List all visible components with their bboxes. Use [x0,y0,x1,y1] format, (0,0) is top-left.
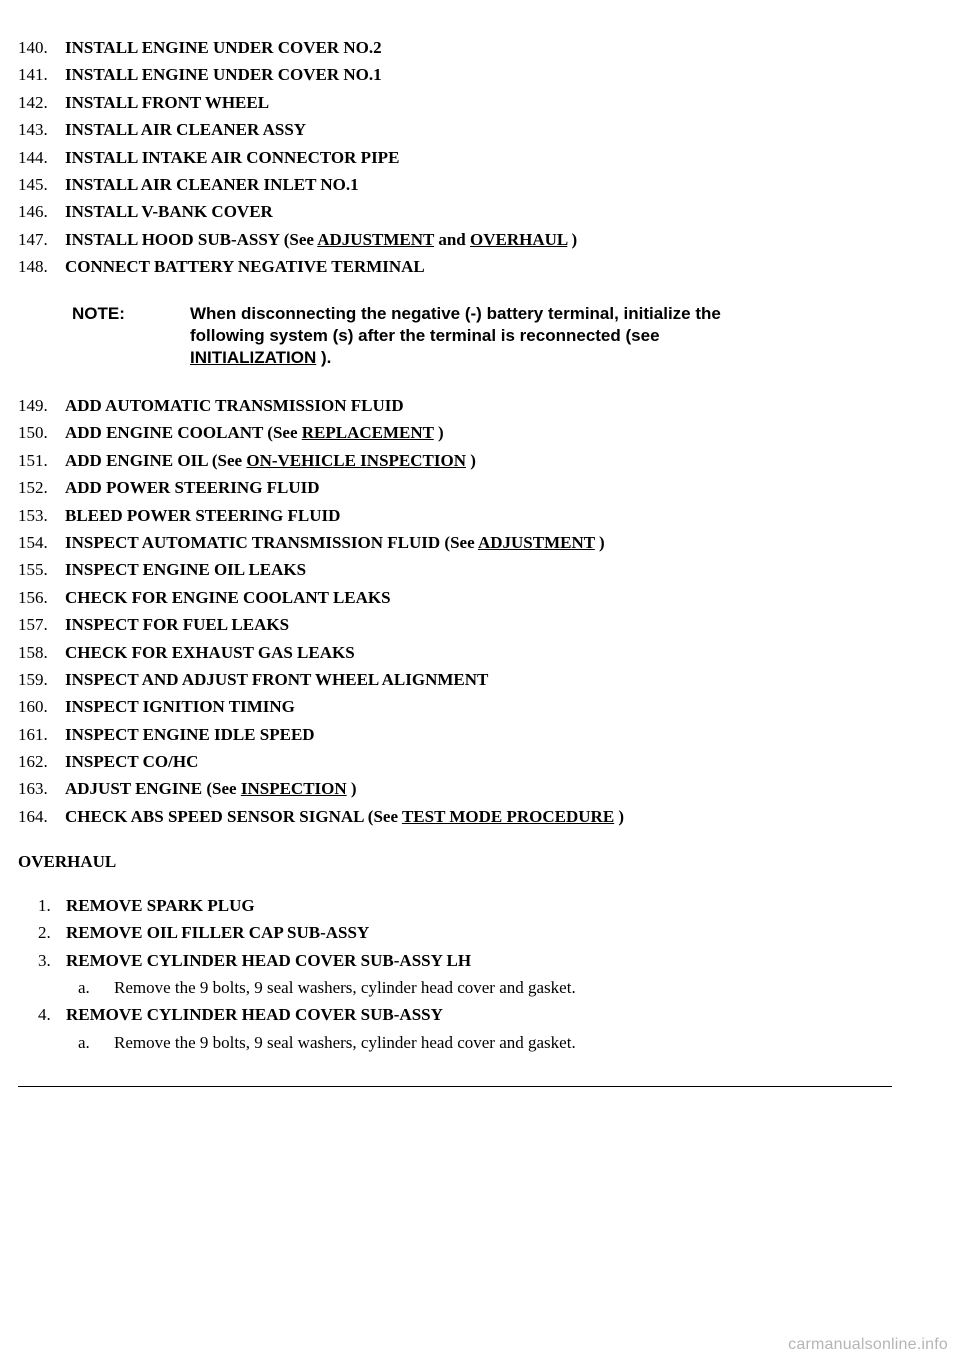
step-159 [18,666,918,693]
step-number: 148. [18,257,48,277]
note-line [190,347,830,369]
step-number: 157. [18,615,48,635]
step-text: INSTALL HOOD SUB-ASSY (See [65,229,318,249]
step-155 [18,556,918,583]
step-number: 153. [18,505,48,525]
procedure-steps-part2 [18,392,918,830]
step-number: 163. [18,779,48,799]
note-tail: ). [316,348,332,367]
note-label: NOTE: [72,304,125,323]
step-text: REMOVE CYLINDER HEAD COVER SUB-ASSY LH [66,950,472,970]
step-number: 156. [18,587,48,607]
step-144 [18,144,918,171]
step-number: 143. [18,120,48,140]
step-154 [18,529,918,556]
step-157 [18,611,918,638]
initialization-link[interactable]: INITIALIZATION [190,348,317,367]
adjustment-link[interactable]: ADJUSTMENT [477,532,595,552]
step-153 [18,502,918,529]
step-number: 161. [18,724,48,744]
step-text: ) [594,532,605,552]
procedure-steps-part1 [18,34,918,281]
step-141 [18,61,918,88]
step-text: BLEED POWER STEERING FLUID [65,505,341,525]
step-number: 152. [18,478,48,498]
inspection-link[interactable]: INSPECTION [240,779,347,799]
step-text: INSTALL V-BANK COVER [65,202,273,222]
step-text: ADD ENGINE COOLANT (See [65,423,302,443]
step-number: 149. [18,396,48,415]
step-number: 145. [18,174,48,194]
step-text: INSTALL ENGINE UNDER COVER NO.2 [65,38,382,57]
step-number: 164. [18,806,48,826]
overhaul-link[interactable]: OVERHAUL [469,229,568,249]
step-text: ADD ENGINE OIL (See [65,450,247,470]
note-body [190,303,830,369]
test-mode-procedure-link[interactable]: TEST MODE PROCEDURE [401,806,615,826]
step-text: and [434,229,470,249]
step-text: ) [614,806,625,826]
step-number: 140. [18,38,48,57]
step-number: 4. [38,1005,51,1025]
step-text: CHECK ABS SPEED SENSOR SIGNAL (See [65,806,402,826]
adjustment-link[interactable]: ADJUSTMENT [317,229,435,249]
step-text: CHECK FOR ENGINE COOLANT LEAKS [65,587,391,607]
step-text: REMOVE SPARK PLUG [66,896,255,915]
step-text: CHECK FOR EXHAUST GAS LEAKS [65,642,355,662]
step-163 [18,775,918,802]
step-161 [18,721,918,748]
step-151 [18,447,918,474]
overhaul-step-2 [38,919,918,946]
step-text: INSPECT CO/HC [65,752,199,772]
step-text: ADD POWER STEERING FLUID [65,478,320,498]
step-text: ) [567,229,578,249]
step-number: 155. [18,560,48,580]
step-number: 147. [18,229,48,249]
replacement-link[interactable]: REPLACEMENT [301,423,434,443]
overhaul-steps [38,892,918,1056]
step-number: 2. [38,923,51,943]
step-number: 142. [18,92,48,112]
overhaul-step-4 [38,1001,918,1028]
overhaul-substep-4a [38,1029,918,1056]
step-150 [18,419,918,446]
step-number: 1. [38,896,51,915]
step-text: CONNECT BATTERY NEGATIVE TERMINAL [65,257,425,277]
step-text: REMOVE OIL FILLER CAP SUB-ASSY [66,923,370,943]
step-text: INSPECT AUTOMATIC TRANSMISSION FLUID (See [65,532,478,552]
step-146 [18,198,918,225]
step-number: 144. [18,147,48,167]
step-number: 141. [18,65,48,85]
step-text: INSTALL AIR CLEANER ASSY [65,120,307,140]
step-text: INSPECT FOR FUEL LEAKS [65,615,290,635]
step-158 [18,639,918,666]
horizontal-rule [18,1086,892,1087]
step-text: INSTALL AIR CLEANER INLET NO.1 [65,174,359,194]
step-text: ) [465,450,476,470]
step-145 [18,171,918,198]
step-number: 160. [18,697,48,717]
step-162 [18,748,918,775]
step-148 [18,253,918,280]
step-164 [18,803,918,830]
step-143 [18,116,918,143]
step-text: ADD AUTOMATIC TRANSMISSION FLUID [65,396,404,415]
step-number: 151. [18,450,48,470]
step-number: 146. [18,202,48,222]
step-number: 154. [18,532,48,552]
on-vehicle-inspection-link[interactable]: ON-VEHICLE INSPECTION [246,450,466,470]
step-text: ) [433,423,444,443]
step-text: INSTALL FRONT WHEEL [65,92,270,112]
step-text: REMOVE CYLINDER HEAD COVER SUB-ASSY [66,1005,443,1025]
substep-letter: a. [78,978,90,998]
step-160 [18,693,918,720]
step-text: ADJUST ENGINE (See [65,779,241,799]
step-text: INSPECT IGNITION TIMING [65,697,295,717]
step-text: INSPECT ENGINE IDLE SPEED [65,724,315,744]
step-number: 3. [38,950,51,970]
overhaul-step-3 [38,947,918,974]
substep-text: Remove the 9 bolts, 9 seal washers, cylinder head cover and gasket. [114,978,576,998]
step-140 [18,34,918,61]
step-text: ) [346,779,357,799]
overhaul-step-1 [38,892,918,919]
step-149 [18,392,918,419]
substep-text: Remove the 9 bolts, 9 seal washers, cylinder head cover and gasket. [114,1032,576,1052]
substep-letter: a. [78,1032,90,1052]
note-line: following system (s) after the terminal is reconnected (see [190,326,660,345]
step-text: INSPECT AND ADJUST FRONT WHEEL ALIGNMENT [65,669,489,689]
step-142 [18,89,918,116]
watermark: carmanualsonline.info [788,1336,948,1353]
step-152 [18,474,918,501]
step-156 [18,584,918,611]
step-number: 150. [18,423,48,443]
step-number: 159. [18,669,48,689]
step-number: 158. [18,642,48,662]
step-text: INSPECT ENGINE OIL LEAKS [65,560,307,580]
step-text: INSTALL ENGINE UNDER COVER NO.1 [65,65,382,85]
overhaul-substep-3a [38,974,918,1001]
section-title: OVERHAUL [18,852,117,871]
step-text: INSTALL INTAKE AIR CONNECTOR PIPE [65,147,400,167]
step-number: 162. [18,752,48,772]
step-147 [18,226,918,253]
note-line: When disconnecting the negative (-) battery terminal, initialize the [190,304,721,323]
